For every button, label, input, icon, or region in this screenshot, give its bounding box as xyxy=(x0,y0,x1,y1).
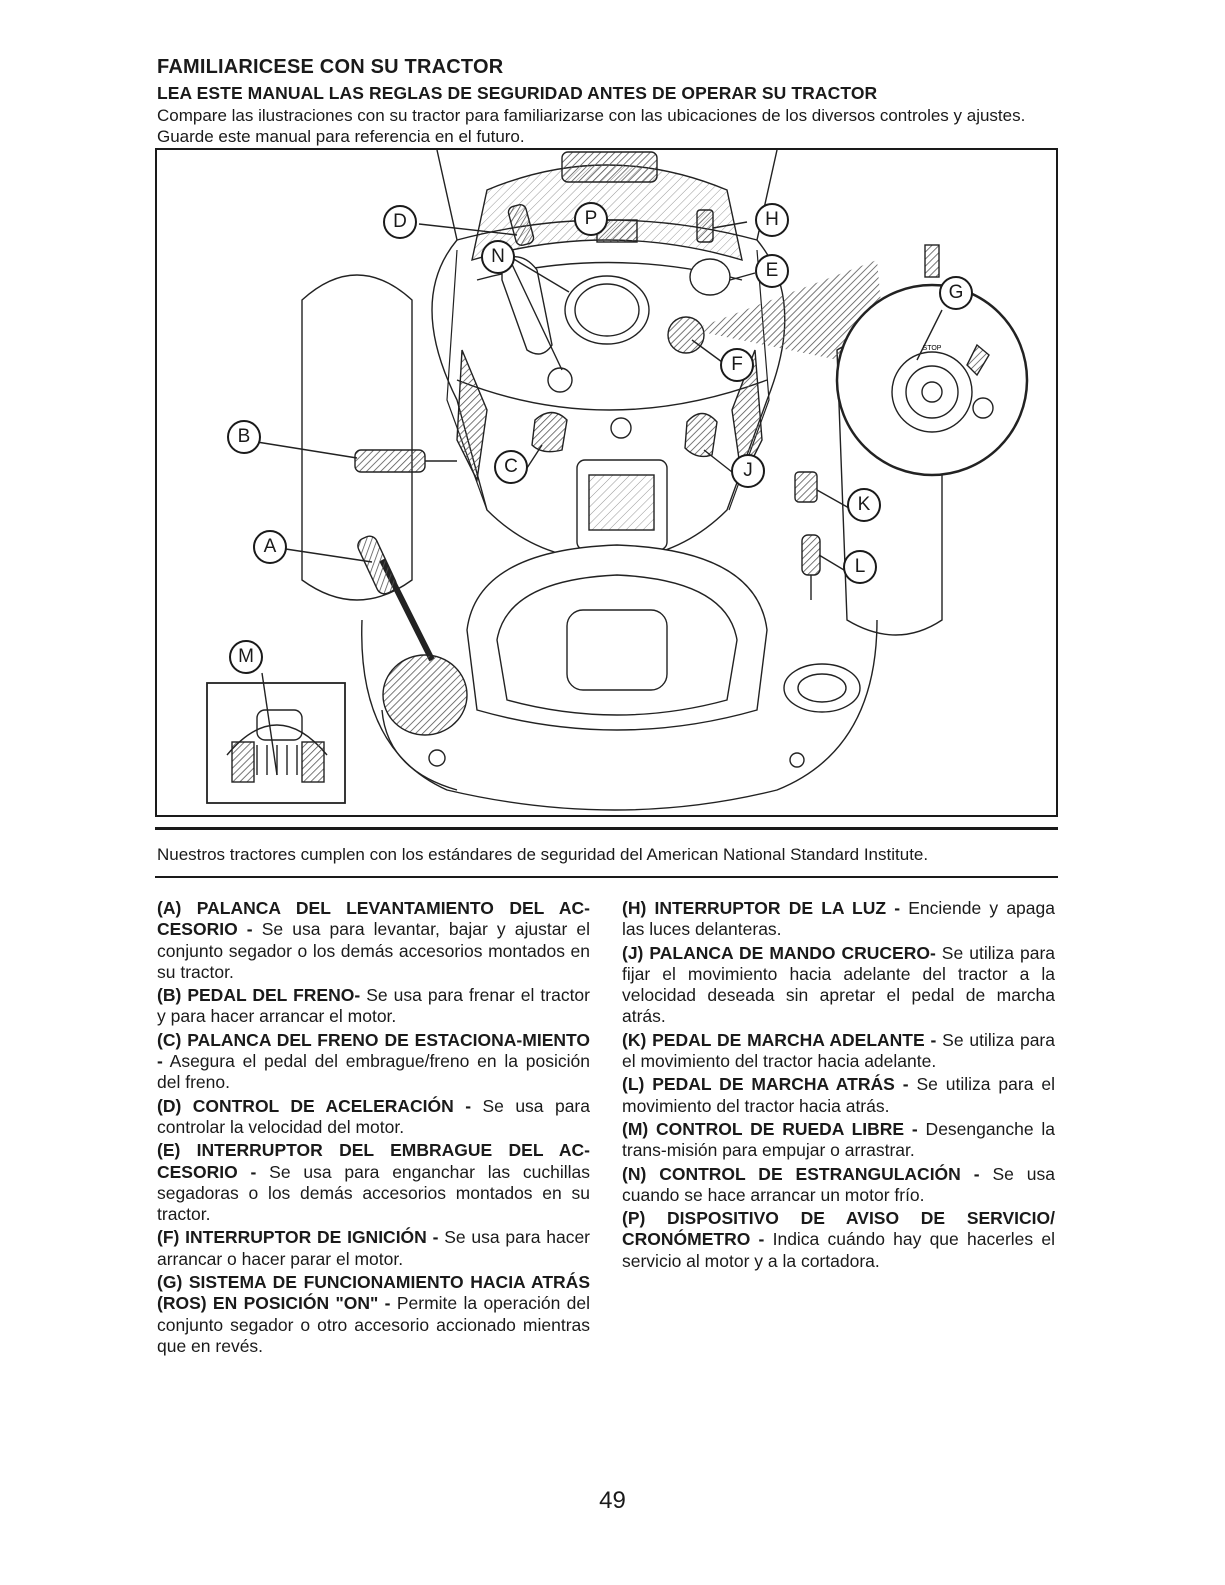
figure-caption: Nuestros tractores cumplen con los estándares de seguridad del American National Standard Institute. xyxy=(157,845,929,864)
control-entry-c: (C) PALANCA DEL FRENO DE ESTACIONA-MIENTO - Asegura el pedal del embrague/freno en la posición del freno. xyxy=(157,1029,590,1093)
callout-b: B xyxy=(227,420,261,454)
callout-j: J xyxy=(731,454,765,488)
callout-e: E xyxy=(755,254,789,288)
control-entry-p: (P) DISPOSITIVO DE AVISO DE SERVICIO/ CRONÓMETRO - Indica cuándo hay que hacerles el servicio al motor y a la cortadora. xyxy=(622,1208,1055,1271)
control-entry-j: (J) PALANCA DE MANDO CRUCERO- Se utiliza para fijar el movimiento hacia adelante del tractor a la velocidad deseada sin apretar el pedal de marcha atrás. xyxy=(622,942,1056,1027)
intro-paragraph: Compare las ilustraciones con su tractor para familiarizarse con las ubicaciones de los diversos controles y ajustes. Guarde este manual para referencia en el futuro. xyxy=(157,106,1026,146)
control-entry-m: (M) CONTROL DE RUEDA LIBRE - Desenganche la trans-misión para empujar o arrastrar. xyxy=(622,1118,1055,1161)
control-entry-l: (L) PEDAL DE MARCHA ATRÁS - Se utiliza para el movimiento del tractor hacia atrás. xyxy=(622,1074,1056,1116)
callout-h: H xyxy=(755,203,789,237)
callout-c: C xyxy=(494,450,528,484)
control-entry-e: (E) INTERRUPTOR DEL EMBRAGUE DEL AC-CESORIO - Se usa para enganchar las cuchillas segadoras o los demás accesorios montados en su tractor. xyxy=(157,1140,590,1225)
callout-d: D xyxy=(383,205,417,239)
control-entry-g: (G) SISTEMA DE FUNCIONAMIENTO HACIA ATRÁS (ROS) EN POSICIÓN "ON" - Permite la operación del conjunto segador o otro accesorio accionado mientras que en revés. xyxy=(157,1272,590,1356)
tractor-controls-illustration xyxy=(155,148,1058,817)
control-entry-n: (N) CONTROL DE ESTRANGULACIÓN - Se usa cuando se hace arrancar un motor frío. xyxy=(622,1163,1055,1205)
callout-n: N xyxy=(481,240,515,274)
control-entry-k: (K) PEDAL DE MARCHA ADELANTE - Se utiliza para el movimiento del tractor hacia adelante. xyxy=(622,1029,1055,1072)
callout-m: M xyxy=(229,640,263,674)
callout-f: F xyxy=(720,348,754,382)
ignition-stop-label: STOP xyxy=(922,345,942,352)
page-title: FAMILIARICESE CON SU TRACTOR xyxy=(157,56,504,78)
caption-top-rule xyxy=(155,827,1058,830)
callout-p: P xyxy=(574,202,608,236)
tractor-line-drawing xyxy=(157,150,1058,817)
control-entry-f: (F) INTERRUPTOR DE IGNICIÓN - Se usa para hacer arrancar o hacer parar el motor. xyxy=(157,1227,591,1269)
control-entry-b: (B) PEDAL DEL FRENO- Se usa para frenar el tractor y para hacer arrancar el motor. xyxy=(157,985,590,1027)
callout-g: G xyxy=(939,276,973,310)
control-entry-a: (A) PALANCA DEL LEVANTAMIENTO DEL AC-CESORIO - Se usa para levantar, bajar y ajustar el conjunto segador o los demás accesorios montados en su tractor. xyxy=(157,898,590,982)
callout-a: A xyxy=(253,530,287,564)
page-number: 49 xyxy=(599,1487,626,1514)
control-entry-h: (H) INTERRUPTOR DE LA LUZ - Enciende y apaga las luces delanteras. xyxy=(622,898,1055,940)
control-entry-d: (D) CONTROL DE ACELERACIÓN - Se usa para controlar la velocidad del motor. xyxy=(157,1095,590,1137)
controls-list-right xyxy=(622,898,1055,1274)
callout-l: L xyxy=(843,550,877,584)
page-subtitle: LEA ESTE MANUAL LAS REGLAS DE SEGURIDAD ANTES DE OPERAR SU TRACTOR xyxy=(157,83,878,103)
caption-bottom-rule xyxy=(155,876,1058,878)
controls-list-left xyxy=(157,898,590,1359)
callout-k: K xyxy=(847,488,881,522)
